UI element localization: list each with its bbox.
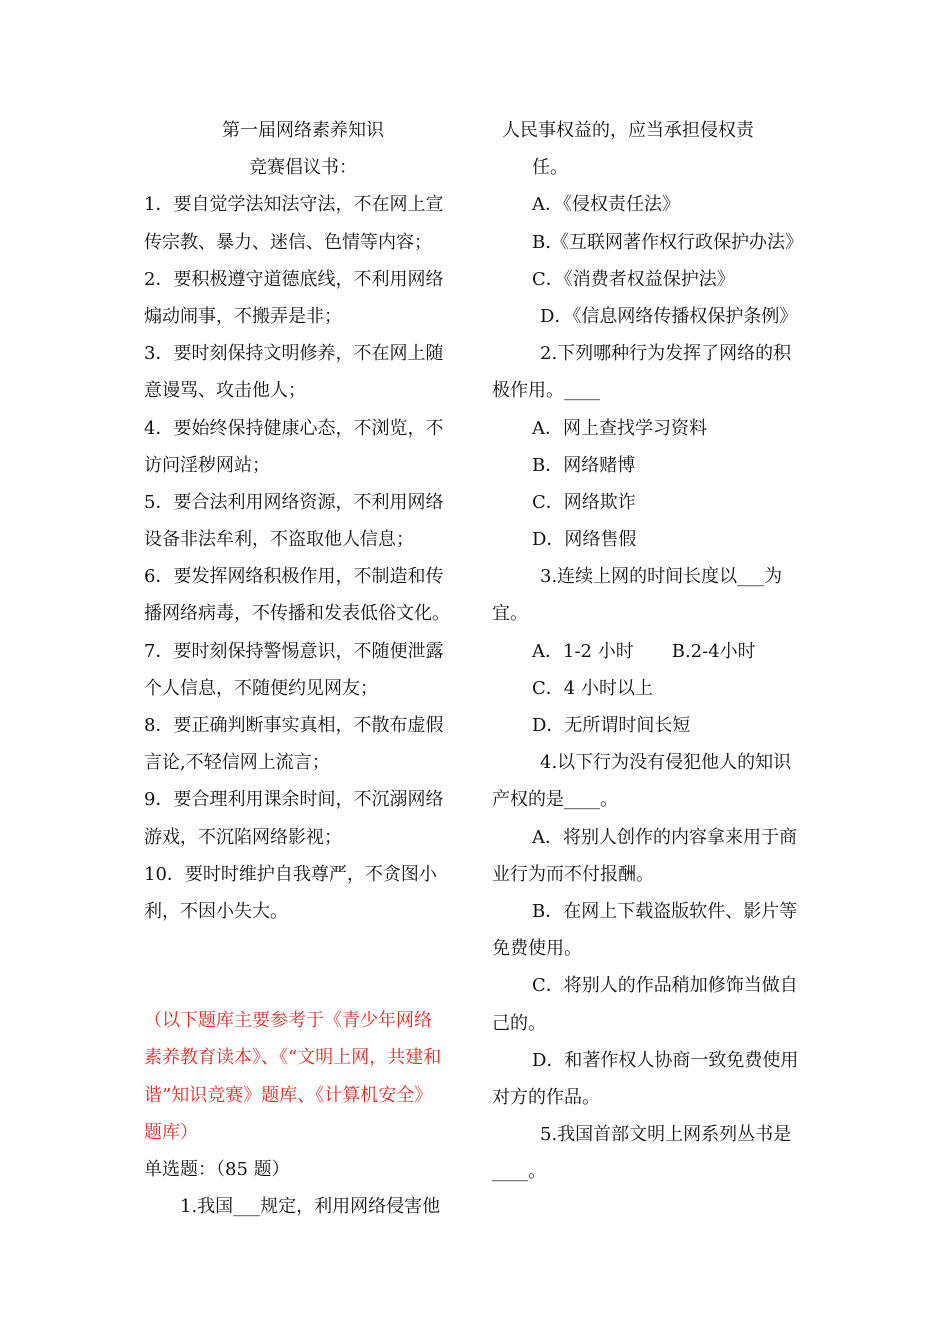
question-4-options bbox=[492, 819, 822, 1117]
option: C．网络欺诈 bbox=[532, 491, 636, 513]
option: C．将别人的作品稍加修饰当做自 己的。 bbox=[492, 975, 798, 1034]
option: C．4 小时以上 bbox=[532, 677, 653, 699]
right-column bbox=[492, 112, 822, 1190]
option: A．将别人创作的内容拿来用于商 业行为而不付报酬。 bbox=[492, 826, 797, 885]
question-3: 3.连续上网的时间长度以___为 宜。 bbox=[492, 566, 783, 625]
option: B.《互联网著作权行政保护办法》 bbox=[532, 231, 803, 253]
option: A．1-2 小时 bbox=[532, 640, 634, 662]
option: B．在网上下载盗版软件、影片等 免费使用。 bbox=[492, 900, 798, 960]
question-4: 4.以下行为没有侵犯他人的知识 产权的是____。 bbox=[492, 752, 792, 811]
section-heading: 单选题：（85 题） bbox=[144, 1158, 290, 1180]
page-title: 第一届网络素养知识 bbox=[222, 120, 384, 141]
option: D．《信息网络传播权保护条例》 bbox=[540, 305, 798, 327]
initiative-item: 1．要自觉学法知法守法，不在网上宣 传宗教、暴力、迷信、色情等内容； bbox=[144, 194, 444, 253]
option: C．《消费者权益保护法》 bbox=[532, 268, 735, 290]
question-2: 2.下列哪种行为发挥了网络的积 极作用。____ bbox=[492, 343, 792, 402]
option: D．和著作权人协商一致免费使用 对方的作品。 bbox=[492, 1049, 799, 1108]
option: D．无所谓时间长短 bbox=[532, 715, 691, 736]
question-1-options bbox=[492, 186, 822, 335]
spacer bbox=[144, 930, 462, 1002]
initiative-item: 2．要积极遵守道德底线，不利用网络 煽动闹事，不搬弄是非； bbox=[144, 268, 444, 327]
reference-note: （以下题库主要参考于《青少年网络 素养教育读本》、《“文明上网，共建和 谐”知识竞赛》题库、《计算机安全》 题库） bbox=[144, 1010, 442, 1143]
initiative-item: 4．要始终保持健康心态，不浏览，不 访问淫秽网站； bbox=[144, 417, 444, 476]
option: B.2-4小时 bbox=[671, 640, 756, 662]
option-pair bbox=[492, 633, 822, 670]
left-column bbox=[144, 112, 462, 1225]
question-1-start: 1.我国___规定，利用网络侵害他 bbox=[180, 1196, 441, 1218]
option: A．《侵权责任法》 bbox=[532, 194, 680, 216]
initiative-item: 6．要发挥网络积极作用，不制造和传 播网络病毒，不传播和发表低俗文化。 bbox=[144, 566, 450, 625]
initiative-item: 8．要正确判断事实真相，不散布虚假 言论,不轻信网上流言； bbox=[144, 715, 444, 774]
question-3-options bbox=[492, 633, 822, 745]
initiative-list bbox=[144, 186, 462, 930]
question-1-continued: 人民事权益的，应当承担侵权责 任。 bbox=[502, 120, 754, 179]
initiative-item: 5．要合法利用网络资源，不利用网络 设备非法牟利，不盗取他人信息； bbox=[144, 491, 444, 551]
initiative-item: 7．要时刻保持警惕意识，不随便泄露 个人信息，不随便约见网友； bbox=[144, 640, 444, 699]
page-subtitle: 竞赛倡议书： bbox=[249, 157, 357, 179]
initiative-item: 9．要合理利用课余时间，不沉溺网络 游戏，不沉陷网络影视； bbox=[144, 789, 444, 848]
option: A．网上查找学习资料 bbox=[532, 417, 707, 439]
initiative-item: 3．要时刻保持文明修养，不在网上随 意谩骂、攻击他人； bbox=[144, 343, 444, 402]
question-2-options bbox=[492, 410, 822, 559]
initiative-item: 10．要时时维护自我尊严，不贪图小 利，不因小失大。 bbox=[144, 863, 437, 922]
option: D．网络售假 bbox=[532, 529, 637, 551]
question-5: 5.我国首部文明上网系列丛书是 ____。 bbox=[492, 1124, 792, 1183]
option: B．网络赌博 bbox=[532, 454, 636, 476]
